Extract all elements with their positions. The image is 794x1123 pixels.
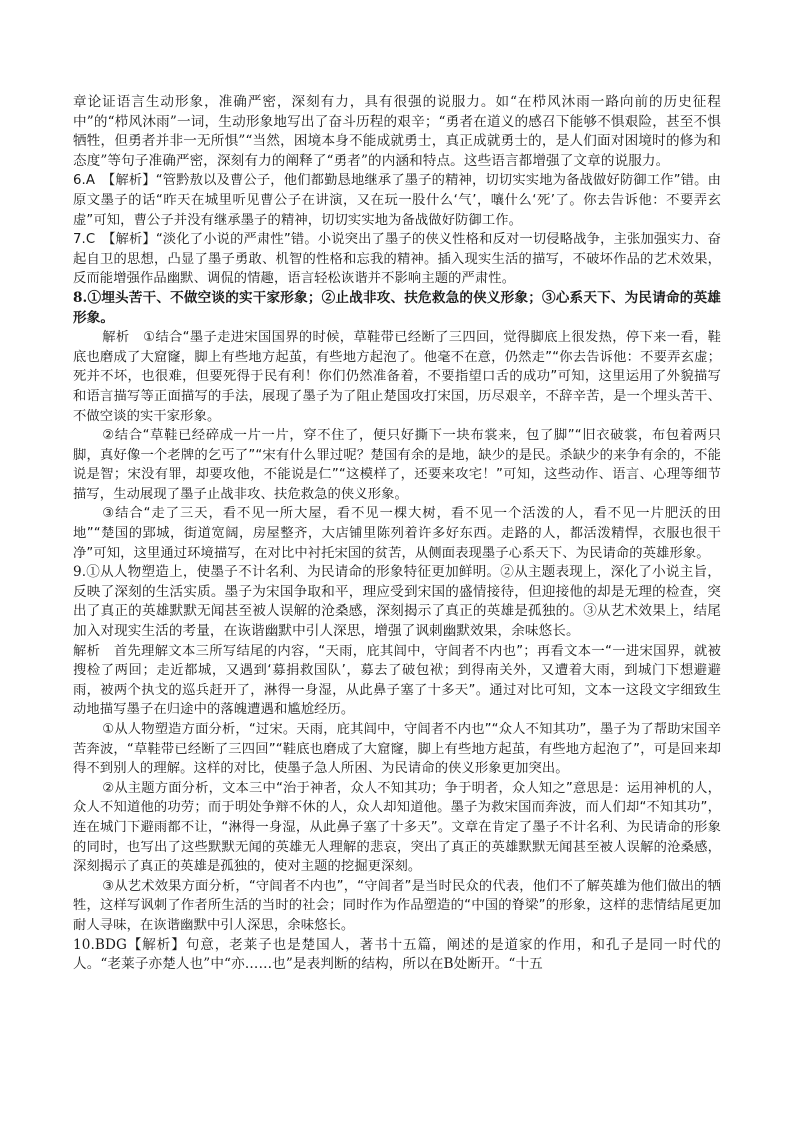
paragraph-continuation: 章论证语言生动形象，准确严密，深刻有力，具有很强的说服力。如“在栉风沐雨一路向前的历史征程中”的“栉风沐雨”一词，生动形象地写出了奋斗历程的艰辛；“勇者在道义的感召下能够不惧艰险，甚至不惧牺牲，但勇者并非一无所惧”“当然，困境本身不能成就勇士，真正成就勇士的，是人们面对困境时的修为和态度”等句子准确严密，深刻有力的阐释了“勇者”的内涵和特点。这些语言都增强了文章的说服力。 xyxy=(73,94,721,169)
question-9-analysis-1: ①从人物塑造方面分析，“过宋。天雨，庇其闾中，守闾者不内也”“众人不知其功”，墨子为了帮助宋国辛苦奔波，“草鞋带已经断了三四回”“鞋底也磨成了大窟窿，脚上有些地方起茧，有些地方起泡了”，可是回来却得不到别人的理解。这样的对比，使墨子急人所困、为民请命的侠义形象更加突出。 xyxy=(73,722,721,777)
question-6-answer: 6.A 【解析】“管黔敖以及曹公子，他们都勤恳地继承了墨子的精神，切切实实地为备战做好防御工作”错。由原文墨子的话“昨天在城里听见曹公子在讲演，又在玩一股什么‘气’，嚷什么‘死’了。你去告诉他：不要弄玄虚”可知，曹公子并没有继承墨子的精神，切切实实地为备战做好防御工作。 xyxy=(73,173,721,228)
question-9-key-answer: 9.①从人物塑造上，使墨子不计名利、为民请命的形象特征更加鲜明。②从主题表现上，深化了小说主旨，反映了深刻的生活实质。墨子为宋国争取和平，理应受到宋国的盛情接待，但迎接他的却是无理的检查，突出了真正的英雄默默无闻甚至被人误解的沧桑感，深刻揭示了真正的英雄是孤独的。③从艺术效果上，结尾加入对现实生活的考量，在诙谐幽默中引人深思，增强了讽刺幽默效果，余味悠长。 xyxy=(73,564,721,640)
question-7-answer: 7.C 【解析】“淡化了小说的严肃性”错。小说突出了墨子的侠义性格和反对一切侵略战争，主张加强实力、奋起自卫的思想，凸显了墨子勇敢、机智的性格和忘我的精神。插入现实生活的描写，不破坏作品的艺术效果，反而能增强作品幽默、调侃的情趣，语言轻松诙谐并不影响主题的严肃性。 xyxy=(73,232,721,287)
question-10-answer: 10.BDG【解析】句意，老莱子也是楚国人，著书十五篇，阐述的是道家的作用，和孔子是同一时代的人。“老莱子亦楚人也”中“亦……也”是表判断的结构，所以在B处断开。“十五 xyxy=(73,936,721,973)
answer-document xyxy=(73,93,721,975)
question-9-analysis-2: ②从主题方面分析，文本三中“治于神者，众人不知其功；争于明者，众人知之”意思是：运用神机的人，众人不知道他的功劳；而于明处争辩不休的人，众人却知道他。墨子为救宋国而奔波，而人们却“不知其功”，连在城门下避雨都不让，“淋得一身湿，从此鼻子塞了十多天”。文章在肯定了墨子不计名利、为民请命的形象的同时，也写出了这些默默无闻的英雄无人理解的悲哀，突出了真正的英雄默默无闻甚至被人误解的沧桑感，深刻揭示了真正的英雄是孤独的，使对主题的挖掘更深刻。 xyxy=(73,780,721,875)
question-8-key-answer: 8.①埋头苦干、不做空谈的实干家形象；②止战非攻、扶危救急的侠义形象；③心系天下、为民请命的英雄形象。 xyxy=(73,289,721,326)
question-9-analysis-3: ③从艺术效果方面分析，“守闾者不内也”，“守闾者”是当时民众的代表，他们不了解英雄为他们做出的牺牲，这样写讽刺了作者所生活的当时的社会；同时作为作品塑造的“中国的脊梁”的形象，这样的悲情结尾更加耐人寻味，在诙谐幽默中引人深思，余味悠长。 xyxy=(73,878,721,933)
question-9-analysis-intro: 解析 首先理解文本三所写结尾的内容，“天雨，庇其闾中，守闾者不内也”；再看文本一“一进宋国界，就被搜检了两回；走近都城，又遇到‘募捐救国队’，募去了破包袱；到得南关外，又遭着大雨，到城门下想避避雨，被两个执戈的巡兵赶开了，淋得一身湿，从此鼻子塞了十多天”。通过对比可知，文本一这段文字细致生动地描写墨子在归途中的落魄遭遇和尴尬经历。 xyxy=(73,643,721,718)
question-8-analysis-2: ②结合“草鞋已经碎成一片一片，穿不住了，便只好撕下一块布裳来，包了脚”“旧衣破裳，布包着两只脚，真好像一个老牌的乞丐了”“宋有什么罪过呢？楚国有余的是地，缺少的是民。杀缺少的来争有余的，不能说是智；宋没有罪，却要攻他，不能说是仁”“这模样了，还要来攻宅！”可知，这些动作、语言、心理等细节描写，生动展现了墨子止战非攻、扶危救急的侠义形象。 xyxy=(73,428,721,502)
question-8-analysis-1: 解析 ①结合“墨子走进宋国国界的时候，草鞋带已经断了三四回，觉得脚底上很发热，停下来一看，鞋底也磨成了大窟窿，脚上有些地方起茧，有些地方起泡了。他毫不在意，仍然走”“你去告诉他：不要弄玄虚；死并不坏，也很难，但要死得于民有利！你们仍然准备着，不要指望口舌的成功”可知，这里运用了外貌描写和语言描写等正面描写的手法，展现了墨子为了阻止楚国攻打宋国，历尽艰辛，不辞辛苦，是一个埋头苦干、不做空谈的实干家形象。 xyxy=(73,330,721,424)
question-8-analysis-3: ③结合“走了三天，看不见一所大屋，看不见一棵大树，看不见一个活泼的人，看不见一片肥沃的田地”“楚国的郢城，街道宽阔，房屋整齐，大店铺里陈列着许多好东西。走路的人，都活泼精悍，衣服也很干净”可知，这里通过环境描写，在对比中衬托宋国的贫苦，从侧面表现墨子心系天下、为民请命的英雄形象。 xyxy=(73,506,721,561)
